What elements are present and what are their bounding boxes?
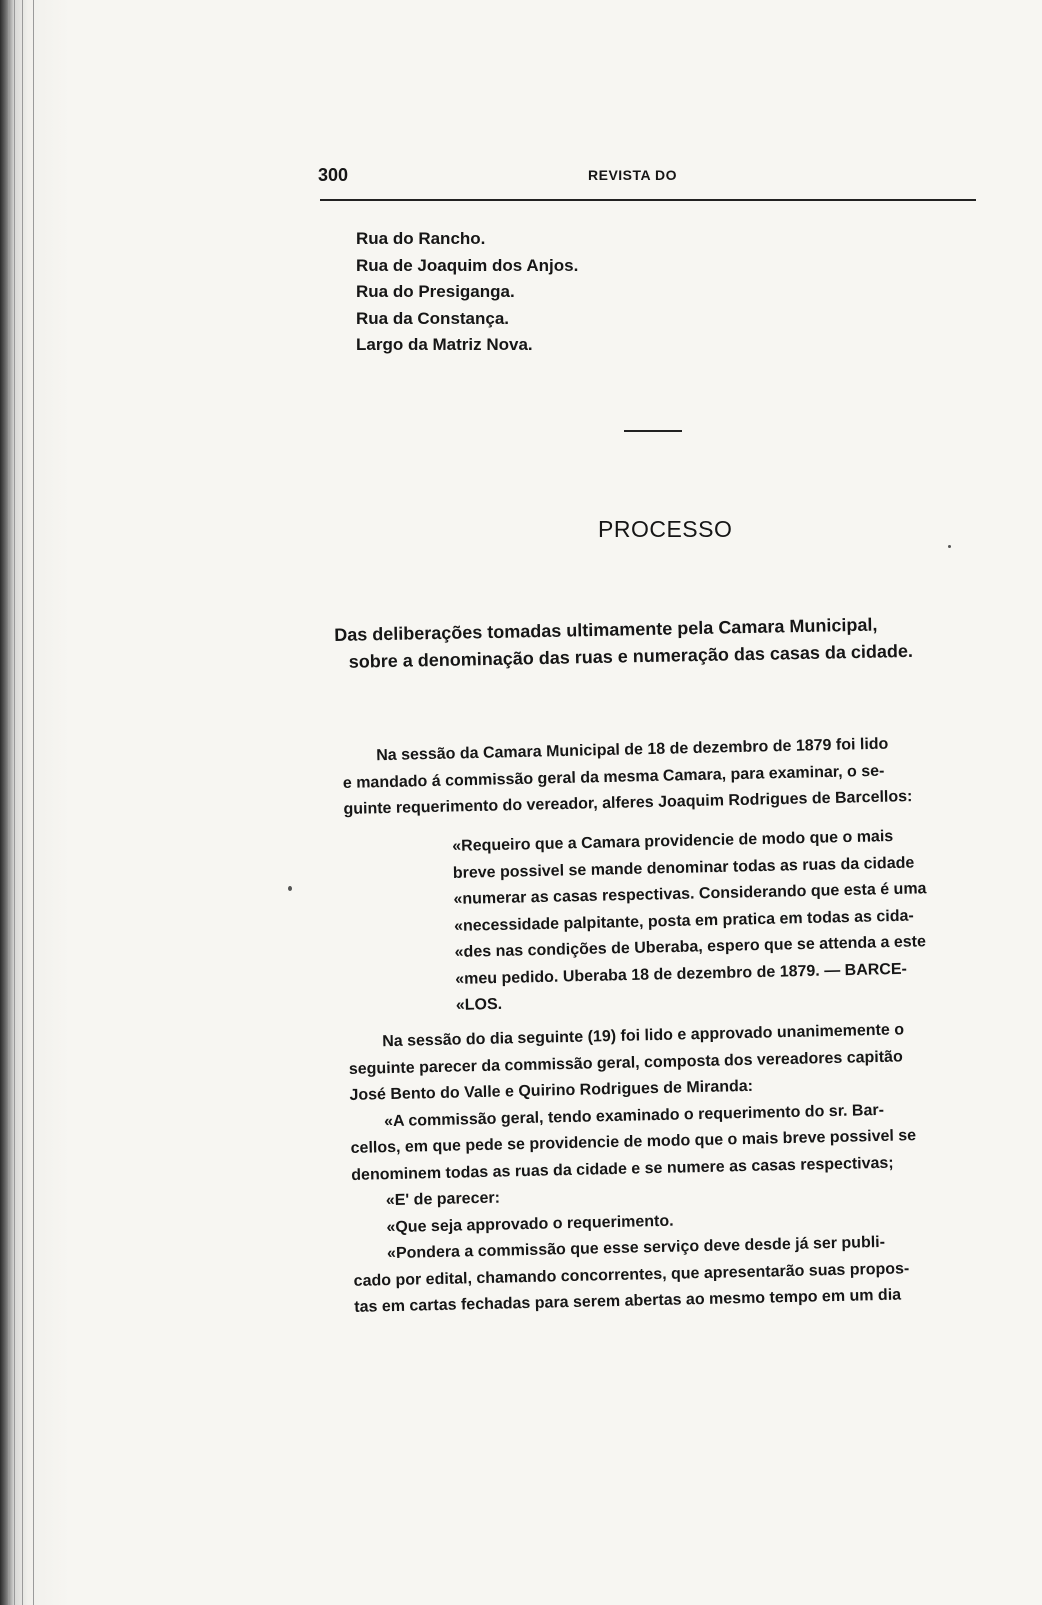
list-item: Largo da Matriz Nova. <box>356 335 533 354</box>
text-line: «Que seja approvado o requerimento. <box>386 1212 674 1236</box>
street-list <box>356 226 578 359</box>
text-line: «meu pedido. Uberaba 18 de dezembro de 1879. — BARCE- <box>455 960 908 988</box>
text-line: «E' de parecer: <box>385 1189 501 1210</box>
list-item: Rua da Constança. <box>356 308 510 328</box>
text-line: seguinte parecer da commissão geral, composta dos vereadores capitão <box>348 1047 903 1078</box>
text-line: cellos, em que pede se providencie de modo que o mais breve possivel se <box>350 1127 917 1157</box>
page-number: 300 <box>318 165 349 185</box>
text-line: e mandado á commissão geral da mesma Camara, para examinar, o se- <box>342 762 885 792</box>
running-head: REVISTA DO <box>588 167 678 183</box>
text-line: «numerar as casas respectivas. Considerando que esta é uma <box>453 880 927 908</box>
text-line: «Requeiro que a Camara providencie de modo que o mais <box>452 827 894 855</box>
page-header <box>318 165 978 191</box>
subtitle-line: sobre a denominação das ruas e numeração das casas da cidade. <box>348 640 914 672</box>
section-divider <box>624 430 682 432</box>
scan-speck <box>948 545 951 548</box>
text-line: cado por edital, chamando concorrentes, que apresentarão suas propos- <box>353 1259 910 1290</box>
text-line: breve possivel se mande denominar todas as ruas da cidade <box>452 854 915 882</box>
header-rule <box>320 199 976 201</box>
text-line: José Bento do Valle e Quirino Rodrigues de Miranda: <box>349 1077 754 1104</box>
text-line: «LOS. <box>455 995 503 1014</box>
text-line: «Pondera a commissão que esse serviço deve desde já ser publi- <box>386 1233 886 1263</box>
paragraph-2 <box>348 1017 920 1321</box>
text-line: «A commissão geral, tendo examinado o requerimento do sr. Bar- <box>383 1101 885 1130</box>
list-item: Rua do Presiganga. <box>356 282 515 301</box>
text-line: guinte requerimento do vereador, alferes Joaquim Rodrigues de Barcellos: <box>343 788 913 818</box>
scan-speck <box>288 886 292 891</box>
section-subtitle <box>334 609 995 676</box>
text-line: tas em cartas fechadas para serem abertas ao mesmo tempo em um dia <box>354 1286 902 1316</box>
text-line: «necessidade palpitante, posta em pratica em todas as cida- <box>453 907 914 935</box>
subtitle-line: Das deliberações tomadas ultimamente pela Camara Municipal, <box>334 614 878 645</box>
text-line: Na sessão da Camara Municipal de 18 de dezembro de 1879 foi lido <box>376 735 889 765</box>
text-line: denominem todas as ruas da cidade e se numere as casas respectivas; <box>351 1154 894 1184</box>
text-line: Na sessão do dia seguinte (19) foi lido e approvado unanimemente o <box>382 1021 905 1051</box>
quoted-request <box>452 823 929 1019</box>
list-item: Rua de Joaquim dos Anjos. <box>356 255 579 275</box>
paragraph-1 <box>342 731 913 823</box>
section-title: PROCESSO <box>598 516 733 542</box>
scan-edge <box>0 0 70 1605</box>
text-line: «des nas condições de Uberaba, espero que se attenda a este <box>454 933 927 961</box>
list-item: Rua do Rancho. <box>356 229 486 248</box>
